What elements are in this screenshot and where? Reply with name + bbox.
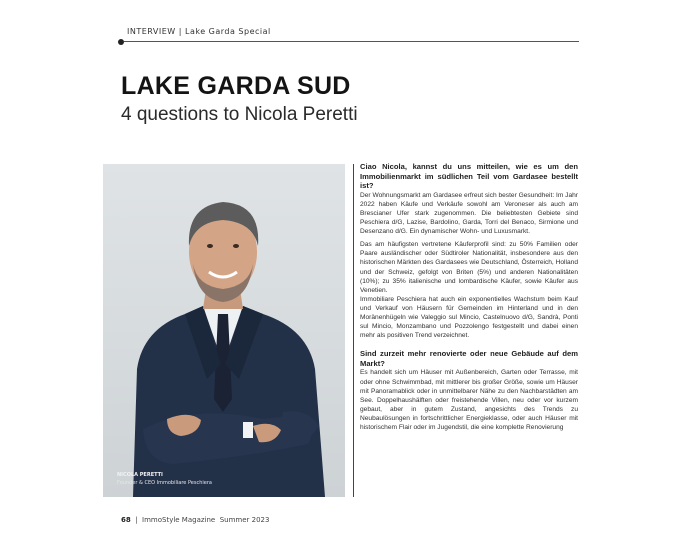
kicker-rule-dot (118, 39, 124, 45)
magazine-name: ImmoStyle Magazine (142, 516, 216, 524)
portrait-photo (103, 164, 345, 497)
question-2: Sind zurzeit mehr renovierte oder neue Gebäude auf dem Markt? (360, 349, 578, 368)
question-1: Ciao Nicola, kannst du uns mitteilen, wie es um den Immobilienmarkt im südlichen Teil vom Gardasee bestellt ist? (360, 162, 578, 191)
section-kicker: INTERVIEW | Lake Garda Special (127, 27, 271, 36)
issue-name: Summer 2023 (219, 516, 270, 524)
article-body (360, 162, 578, 498)
answer-1-paragraph-1: Der Wohnungsmarkt am Gardasee erfreut sich bester Gesundheit: Im Jahr 2022 haben Käufe und Verkäufe sowohl am Veroneser als auch am Brescianer Ufer stark zugenommen. Die beliebtesten Gebiete sind Peschiera d/G, Lazise, Bardolino, Garda, Torri del Benaco, Sirmione und Desenzano d/G. Ein dynamischer Wohn- und Luxusmarkt. (360, 191, 578, 236)
photo-caption-name: NICOLA PERETTI (117, 472, 163, 478)
answer-2: Es handelt sich um Häuser mit Außenbereich, Garten oder Terrasse, mit oder ohne Schwimmbad, mit mittlerer bis großer Größe, sowie um Häuser mit Panoramablick oder in unmittelbarer Nähe zu den Nachbarstädten am See. Doppelhaushälften oder freistehende Villen, neu oder vor kurzem gebaut, aber in gutem Zustand, angesichts des Trends zu Neubaulösungen in fortschrittlicher Energieklasse, oder auch Häuser mit historischem Flair oder im Jugendstil, die eine komplette Renovierung (360, 369, 578, 432)
page-number: 68 (121, 516, 131, 524)
photo-caption-role: Founder & CEO Immobiliare Peschiera (117, 480, 212, 486)
footer-separator: | (135, 516, 138, 524)
kicker-rule (124, 41, 579, 42)
page-footer (121, 516, 269, 524)
portrait-illustration (103, 164, 345, 497)
column-divider (353, 164, 354, 497)
answer-1-paragraph-3: Immobiliare Peschiera hat auch ein exponentielles Wachstum beim Kauf und Verkauf von Häusern für Gemeinden im Hinterland und in den Moränenhügeln wie Valeggio sul Mincio, Castelnuovo d/G, Sandrà, Ponti sul Mincio, Monzambano und Pozzolengo festgestellt und dabei einen mehr als positiven Trend verzeichnet. (360, 295, 578, 340)
page-subtitle: 4 questions to Nicola Peretti (121, 104, 358, 125)
answer-1-paragraph-2: Das am häufigsten vertretene Käuferprofil sind: zu 50% Familien oder Paare ausländischer oder Südtiroler Nationalität, insbesondere aus den historischen Märkten des Gardasees wie Deutschland, Österreich, Holland und der Schweiz, gefolgt von Briten (5%) und anderen Nationalitäten (10%); zu 35% italienische und lombardische Käufer, sowie Käufer aus Venetien. (360, 241, 578, 294)
page-title: LAKE GARDA SUD (121, 72, 351, 100)
